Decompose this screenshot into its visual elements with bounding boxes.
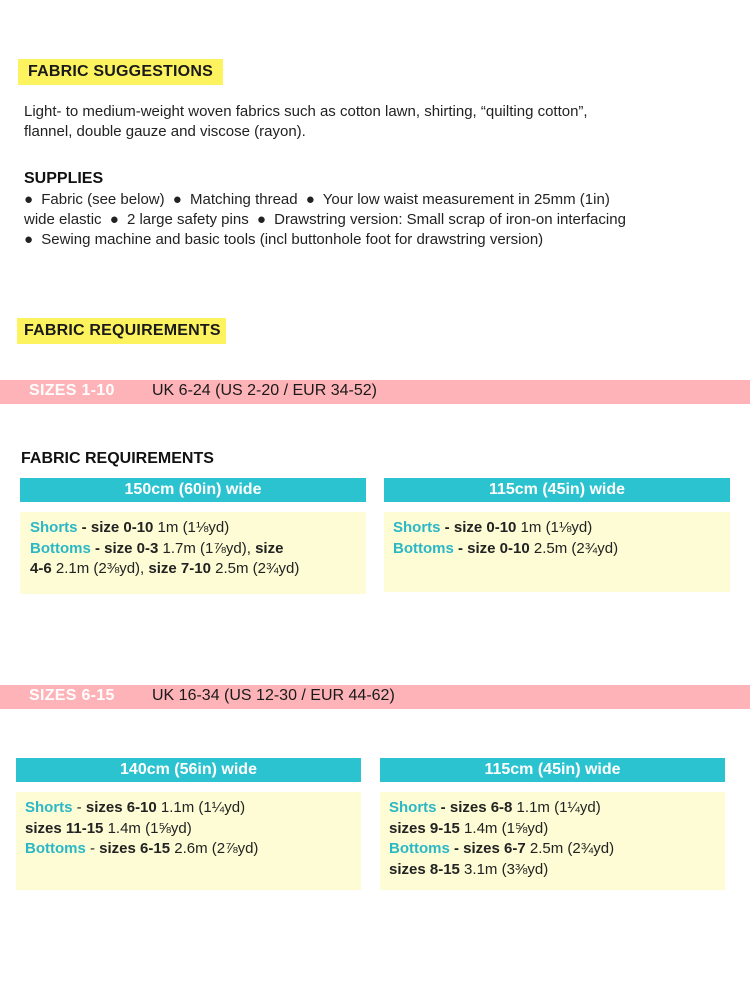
- fabric-suggestions-line-2: flannel, double gauze and viscose (rayon).: [24, 123, 306, 140]
- size-range: sizes 11-15: [25, 819, 104, 837]
- supply-item: 2 large safety pins: [126, 211, 249, 228]
- separator: -: [85, 840, 100, 857]
- fabric-amount: 1.4m (1⅝yd): [103, 819, 192, 837]
- row-bottoms: [25, 839, 352, 860]
- supply-item: Sewing machine and basic tools (incl buttonhole foot for drawstring version): [41, 231, 544, 248]
- separator: -: [72, 799, 86, 816]
- row-shorts: [30, 518, 357, 539]
- width-header-115cm: 115cm (45in) wide: [384, 478, 730, 502]
- sizes-1-10-bar: [0, 380, 750, 404]
- row-shorts-2: [389, 819, 716, 840]
- fabric-amount: 1.7m (1⅞yd),: [158, 539, 251, 557]
- row-bottoms-cont: [30, 559, 357, 580]
- fabric-amount: 3.1m (3⅜yd): [459, 860, 549, 878]
- width-header-115cm-large: 115cm (45in) wide: [380, 758, 725, 782]
- fabric-amount: 2.5m (2¾yd): [210, 560, 300, 577]
- size-range: sizes 8-15: [389, 860, 460, 878]
- size-range: size: [250, 539, 284, 557]
- fabric-requirements-subheading: FABRIC REQUIREMENTS: [21, 450, 214, 467]
- bullet-icon: ●: [24, 191, 34, 208]
- fabric-amount: 2.5m (2¾yd): [529, 539, 619, 557]
- fabric-amount: 1m (1⅛yd): [516, 519, 593, 536]
- size-range: - size 0-10: [453, 539, 530, 557]
- supplies-heading: SUPPLIES: [24, 170, 104, 187]
- supply-item: Fabric (see below): [41, 191, 165, 208]
- supply-item: Drawstring version: Small scrap of iron-on interfacing: [274, 211, 626, 228]
- size-range: 4-6: [30, 560, 52, 577]
- shorts-label: Shorts: [25, 799, 73, 816]
- requirements-box-150cm: [20, 512, 366, 594]
- row-bottoms: [393, 539, 721, 560]
- size-range: - size 0-10: [440, 519, 517, 536]
- bullet-icon: ●: [256, 211, 266, 228]
- bottoms-label: Bottoms: [25, 840, 86, 857]
- supplies-list: [24, 190, 744, 250]
- fabric-amount: 2.6m (2⅞yd): [170, 840, 259, 857]
- fabric-suggestions-text: [24, 102, 739, 142]
- width-header-140cm: 140cm (56in) wide: [16, 758, 361, 782]
- shorts-label: Shorts: [30, 519, 78, 536]
- bullet-icon: ●: [24, 231, 34, 248]
- row-shorts: [393, 518, 721, 539]
- shorts-label: Shorts: [389, 799, 437, 816]
- sizes-6-15-label: SIZES 6-15: [29, 687, 115, 704]
- bottoms-label: Bottoms: [30, 539, 91, 557]
- row-bottoms: [389, 839, 716, 860]
- size-range: - size 0-10: [77, 519, 154, 536]
- supply-item: wide elastic: [24, 211, 102, 228]
- fabric-suggestions-line-1: Light- to medium-weight woven fabrics such as cotton lawn, shirting, “quilting cotton”,: [24, 103, 588, 120]
- row-shorts: [25, 798, 352, 819]
- size-range: sizes 6-15: [99, 840, 171, 857]
- fabric-amount: 1m (1⅛yd): [153, 519, 230, 536]
- row-shorts: [389, 798, 716, 819]
- size-range: - size 0-3: [90, 539, 159, 557]
- fabric-amount: 1.4m (1⅝yd): [459, 819, 549, 837]
- supplies-line-2: [24, 210, 744, 230]
- supplies-line-1: [24, 190, 744, 210]
- requirements-box-115cm-large: [380, 792, 725, 890]
- fabric-suggestions-heading: FABRIC SUGGESTIONS: [18, 59, 223, 85]
- sizes-1-10-conversion: UK 6-24 (US 2-20 / EUR 34-52): [152, 382, 377, 399]
- bullet-icon: ●: [109, 211, 119, 228]
- size-range: size 7-10: [144, 560, 211, 577]
- row-bottoms: [30, 539, 357, 560]
- bullet-icon: ●: [305, 191, 315, 208]
- fabric-amount: 2.1m (2⅜yd),: [51, 560, 145, 577]
- supply-item: Matching thread: [190, 191, 298, 208]
- sizes-1-10-label: SIZES 1-10: [29, 382, 115, 399]
- size-range: sizes 9-15: [389, 819, 460, 837]
- row-shorts-2: [25, 819, 352, 840]
- requirements-box-140cm: [16, 792, 361, 890]
- requirements-box-115cm: [384, 512, 730, 592]
- fabric-amount: 1.1m (1¼yd): [156, 799, 246, 816]
- size-range: sizes 6-10: [85, 799, 157, 816]
- size-range: - sizes 6-7: [449, 840, 526, 857]
- size-range: - sizes 6-8: [436, 799, 513, 816]
- bottoms-label: Bottoms: [393, 539, 454, 557]
- bullet-icon: ●: [172, 191, 182, 208]
- fabric-requirements-heading: FABRIC REQUIREMENTS: [17, 318, 226, 344]
- row-bottoms-2: [389, 860, 716, 881]
- shorts-label: Shorts: [393, 519, 441, 536]
- bottoms-label: Bottoms: [389, 840, 450, 857]
- width-header-150cm: 150cm (60in) wide: [20, 478, 366, 502]
- fabric-amount: 1.1m (1¼yd): [512, 799, 601, 816]
- sizes-6-15-conversion: UK 16-34 (US 12-30 / EUR 44-62): [152, 687, 395, 704]
- supplies-line-3: [24, 230, 744, 250]
- fabric-amount: 2.5m (2¾yd): [525, 840, 615, 857]
- supply-item: Your low waist measurement in 25mm (1in): [322, 191, 610, 208]
- sizes-6-15-bar: [0, 685, 750, 709]
